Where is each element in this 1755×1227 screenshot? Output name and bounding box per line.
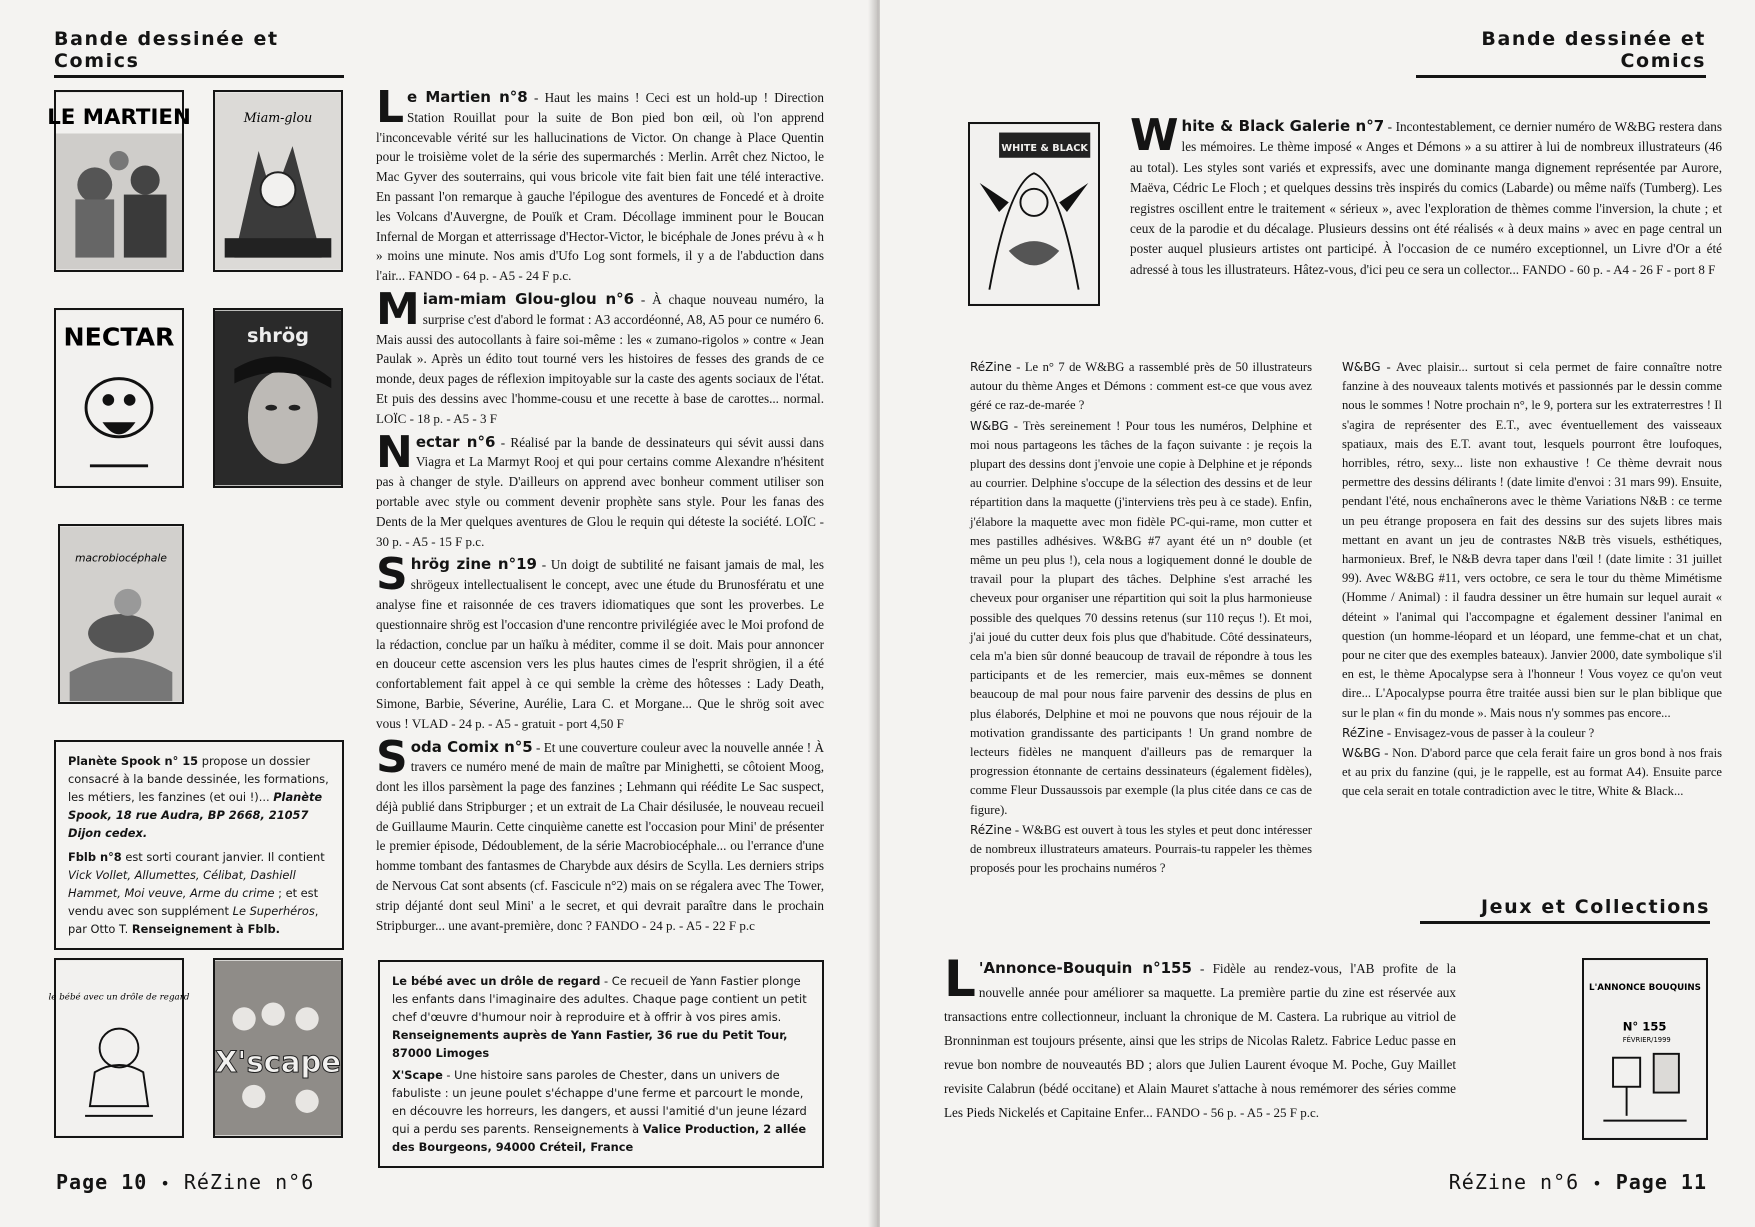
svg-text:X'scape: X'scape [215,1045,341,1080]
cover-white-black [968,122,1100,306]
review-nectar: Nectar n°6 - Réalisé par la bande de dessinateurs qui sévit aussi dans Viagra et La Marmyt Rooj et qui pour certains comme Alexandre n'hésitent pas à changer de style. D'ailleurs on apprend avec bonheur comment utiliser son portable avec style ou comment devenir prophète sans style. Pour les fanas des Dents de la Mer quelques aventures de Glou le requin qui déteste la société. LOÏC - 30 p. - A5 - 15 F p.c. [376,426,825,549]
interview-q1: RéZine - Le n° 7 de W&BG a rassemblé près de 50 illustrateurs autour du thème Anges et Démons : comment est-ce que vous avez géré ce raz-de-marée ? [970,360,1312,413]
cover-shrog [213,308,343,488]
cover-annonce-bouquins [1582,958,1708,1140]
page-footer [1449,1170,1707,1194]
review-shrog: Shrög zine n°19 - Un doigt de subtilité ne faisant jamais de mal, les shrögeux intellectualisent le concept, avec une étude du Brunosfératu et une analyse fine et raisonnée de ces travers idiomatiques que sont les proverbes. Le questionnaire shrög est l'occasion d'une rencontre privilégiée avec le Moi profond de la rédaction, conclue par un haïku à méditer, comme il se doit. Mais pour annoncer en douceur cette ascension vers les plus hautes cimes de l'esprit shrögien, il a été confortablement fait appel à ce qui semble la crème des hôtesses : Lady Death, Simone, Barbie, Séverine, Aurélie, Lara C. et Morgane... Que le shrög soit avec vous ! VLAD - 24 p. - A5 - gratuit - port 4,50 F [376,549,825,731]
review-miam-miam: Miam-miam Glou-glou n°6 - À chaque nouveau numéro, la surprise c'est d'abord le format : A3 accordéonné, A8, A5 pour ce numéro 6. Mais aussi des autocollants à faire soi-même : les « zumano-rigolos » contre « Jean Paulak ». Après un édito tout tourné vers les histoires de fesses des grands de ce monde, deux pages de réflexion impitoyable sur la caste des agents sociaux de l'état. Et puis des dessins avec l'homme-cousu et une recette à base de carottes... normal. LOÏC - 18 p. - A5 - 3 F [376,283,825,426]
footer-bullet: • [160,1174,171,1193]
cover-nectar [54,308,184,488]
interview-column-2 [1342,358,1722,803]
notice-box-bebe-xscape: Le bébé avec un drôle de regard - Ce recueil de Yann Fastier plonge les enfants dans l'imaginaire des adultes. Chaque page contient un petit chef d'œuvre d'humour noir à reproduire et à offrir à vos pires amis. Renseignements auprès de Yann Fastier, 36 rue du Petit Tour, 87000 Limoges X'Scape - Une histoire sans paroles de Chester, dans un univers de fabuliste : un jeune poulet s'échappe d'une ferme et parcourt le monde, en découvre les horreurs, les dangers, et aussi l'amitié d'un jeune lézard qui a perdu ses parents. Renseignements à Valice Production, 2 allée des Bourgeons, 94000 Créteil, France [378,960,824,1168]
magazine-name: RéZine n°6 [1448,1170,1580,1194]
interview-column-1 [970,358,1312,879]
cover-title: LE MARTIEN [47,104,191,130]
cover-macrobiocephale [58,524,184,704]
section-header-jeux: Jeux et Collections [1420,896,1710,924]
notice-box-spook-fblb: Planète Spook n° 15 propose un dossier consacré à la bande dessinée, les formations, les métiers, les fanzines (et oui !)... Planète Spook, 18 rue Audra, BP 2668, 21057 Dijon cedex. Fblb n°8 est sorti courant janvier. Il contient Vick Vollet, Allumettes, Célibat, Dashiell Hammet, Moi veuve, Arme du crime ; et est vendu avec son supplément Le Superhéros, par Otto T. Renseignement à Fblb. [54,740,344,950]
interview-a3: W&BG - Non. D'abord parce que cela ferait faire un gros bond à nos frais et au prix du fanzine (qui, je le rappelle, est au format A4). Ensuite parce que cela serait en totale contradiction avec le titre, White & Black... [1342,746,1722,799]
left-page [0,0,876,1227]
review-annonce-bouquin: L 'Annonce-Bouquin n°155 - Fidèle au rendez-vous, l'AB profite de la nouvelle année pour améliorer sa maquette. La première partie du zine est réservée aux transactions entre collectionneur, incluant la chronique de M. Castera. La rubrique au vitriol de Bronninman est toujours présente, ainsi que les strips de Nicolas Raletz. Fabrice Leduc passe en revue bon nombre de nouveautés BD ; alors que Julien Laurent évoque M. Poche, Guy Maillet revisite Calabrun (bédé occitane) et Alain Mauret s'attache à nous remémorer des séries comme Les Pieds Nickelés et Capitaine Enfer... FANDO - 56 p. - A5 - 25 F p.c. [944,950,1456,1120]
svg-text:L'ANNONCE BOUQUINS: L'ANNONCE BOUQUINS [1589,982,1701,993]
magazine-name: RéZine n°6 [183,1170,315,1194]
page-number: Page 10 [56,1170,148,1194]
review-soda-comix: Soda Comix n°5 - Et une couverture couleur avec la nouvelle année ! À travers ce numéro mené de main de maître par Minighetti, se côtoient Moog, dont les illos parsèment la page des fanzines ; Lehmann qui réédite Le Sac suspect, déjà publié dans Stripburger ; et un extrait de La Chair désilusée, le nouveau recueil de Guillaume Maurin. Cette cinquième canette est l'occasion pour Mini' de présenter le premier épisode, Dédoublement, de la série Macrobiocéphale... ou l'errance d'une homme tombant des fantasmes de Charybde aux désirs de Scylla. Les derniers strips de Nervous Cat sont absents (cf. Fascicule n°2) mais on se régalera avec The Tower, strip déjanté dont seul Mini' a le secret, et qui devrait paraître dans le prochain Stripburger... une avant-première, donc ? FANDO - 24 p. - A5 - 22 F p.c [376,731,824,933]
svg-text:shrög: shrög [246,323,310,347]
svg-text:macrobiocéphale: macrobiocéphale [75,551,167,565]
reviews-column [376,82,825,939]
interview-q3: RéZine - Envisagez-vous de passer à la couleur ? [1342,725,1595,740]
review-le-martien: Le Martien n°8 - Haut les mains ! Ceci est un hold-up ! Direction Station Rouillat pour la suite de Bon pied bon œil, où l'on apprend l'inconcevable vérité sur les hallucinations de Victor. On change à Place Quentin pour le troisième volet de la série des supermarchés : Merlin. Arrêt chez Nictoo, le Mac Gyver des souterrains, qui vous bricole vite fait bien fait une télé interactive. En passant l'on remarque à gauche l'épilogue des aventures de Foncedé et à droite les Volcans d'Auvergne, de Pouïk et Cram. Décollage imminent pour le Boucan Infernal de Morgan et atterrissage d'Hector-Victor, le bicéphale de Jones prévu à « h » moins une minute. Nos amis d'Ufo Log sont formels, il y a de l'abduction dans l'air... FANDO - 64 p. - A5 - 24 F p.c. [376,82,824,284]
svg-text:WHITE & BLACK: WHITE & BLACK [1001,142,1088,154]
svg-text:N° 155: N° 155 [1622,1019,1667,1034]
cover-le-martien [47,90,191,272]
page-footer [56,1170,314,1194]
right-page [880,0,1755,1227]
cover-miam-miam [213,90,343,272]
interview-a2: W&BG - Avec plaisir... surtout si cela permet de faire connaître notre fanzine à des nouveaux talents motivés et passionnés par le dessin comme nous le sommes ! Notre prochain n°, le 9, portera sur les extraterrestres ! Il s'agira de représenter des E.T., avec éventuellement des vaisseaux spatiaux, mais des E.T. avant tout, lesquels pourront être loufoques, horribles, rétro, sexy... liste non exhaustive ! Ce thème devrait nous permettre des dessins délirants ! (date limite d'envoi : 31 mars 99). Ensuite, pendant l'été, nous enchaînerons avec le thème Variations N&B : ce terme un peu étrange proposera en fait des dessins sur des sujets libres mais mettant en avant un jeu de contrastes N&B très visuels, esthétiques, harmonieux. Bref, le N&B devra taper dans l'œil ! (date limite : 31 juillet 99). Avec W&BG #11, vers octobre, ce sera le tour du thème Mimétisme (Homme / Animal) : il faudra dessiner un être humain sur lequel aurait « déteint » l'animal qui l'accompagne et également dessiner l'animal en question (un homme-léopard et un léopard, une femme-chat et un chat, pour ne citer que des exemples bateaux). Janvier 2000, date symbolique s'il en est, le thème Apocalypse sera à l'honneur ! Vous voyez ce qu'on veut dire... L'Apocalypse pourra être traitée aussi bien sur le plan biblique que sur le plan « fin du monde ». Mais nous n'y sommes pas encore... [1342,360,1722,720]
svg-text:FÉVRIER/1999: FÉVRIER/1999 [1622,1036,1671,1045]
svg-text:NECTAR: NECTAR [63,322,175,352]
section-header: Bande dessinée et Comics [1416,28,1706,78]
svg-text:Miam-glou: Miam-glou [243,109,313,125]
footer-bullet: • [1592,1174,1603,1193]
cover-xscape [213,958,343,1138]
page-number: Page 11 [1615,1170,1707,1194]
section-header: Bande dessinée et Comics [54,28,344,78]
review-white-black: White & Black Galerie n°7 - Incontestablement, ce dernier numéro de W&BG restera dans les mémoires. Le thème imposé « Anges et Démons » a su attirer à lui de nombreux illustrateurs (46 au total). Les styles sont variés et expressifs, avec une dominante manga dignement représentée par Aurore, Maëva, Cédric Le Floch ; et quelques dessins très inspirés du comics (Labarde) ou même naïfs (Tumberg). Les registres oscillent entre le traitement « sérieux », avec l'exploration de thèmes comme l'inversion, la chute ; et ceux de la parodie et du décalage. Plusieurs dessins ont été réalisés « à deux mains » avec en page central un poster auquel plusieurs artistes ont participé. À l'occasion de ce numéro exceptionnel, un Livre d'Or a été adressé à tous les illustrateurs. Hâtez-vous, d'ici peu ce sera un collector... FANDO - 60 p. - A4 - 26 F - port 8 F [1130,110,1722,277]
interview-a1: W&BG - Très sereinement ! Pour tous les numéros, Delphine et moi nous partageons les tâches de la façon suivante : je reçois la plupart des dessins dont j'envoie une copie à Delphine et je réponds au courrier. Delphine s'occupe de la sélection des dessins et de leur répartition dans la maquette (j'interviens très peu à ce stade). Enfin, j'élabore la maquette avec mon fidèle PC-qui-rame, mon cutter et mes pastilles adhésives. W&BG #7 ayant été un n° double (et même un peu plus !), cela nous a logiquement donné le double de travail pour la plupart des tâches. Delphine s'est arraché les cheveux pour organiser une répartition qui soit la plus harmonieuse possible des quelques 70 dessins retenus (sur 110 reçus !). Et moi, j'ai joué du cutter deux fois plus que d'habitude. Côté dessinateurs, cela m'a bien sûr donné beaucoup de travail de répondre à tous les participants et de les remercier, mais eux-mêmes se donnent beaucoup de mal pour nous faire parvenir des dessins de plus en plus élaborés, Delphine et moi ne pouvons que nous réjouir de la motivation grandissante des participants ! Un grand nombre de lecteurs fidèles ne manquent d'ailleurs pas de remarquer la progression étonnante de certains dessinateurs (également fidèles), comme Fleur Dussaussois par exemple (la plus citée dans ce cas de figure). [970,418,1312,817]
cover-bebe [48,958,190,1138]
interview-q2: RéZine - W&BG est ouvert à tous les styles et peut donc intéresser de nombreux illustrateurs amateurs. Pourrais-tu rappeler les thèmes proposés pour les prochains numéros ? [970,822,1312,876]
svg-text:le bébé avec un drôle de regar: le bébé avec un drôle de regard [48,992,190,1003]
